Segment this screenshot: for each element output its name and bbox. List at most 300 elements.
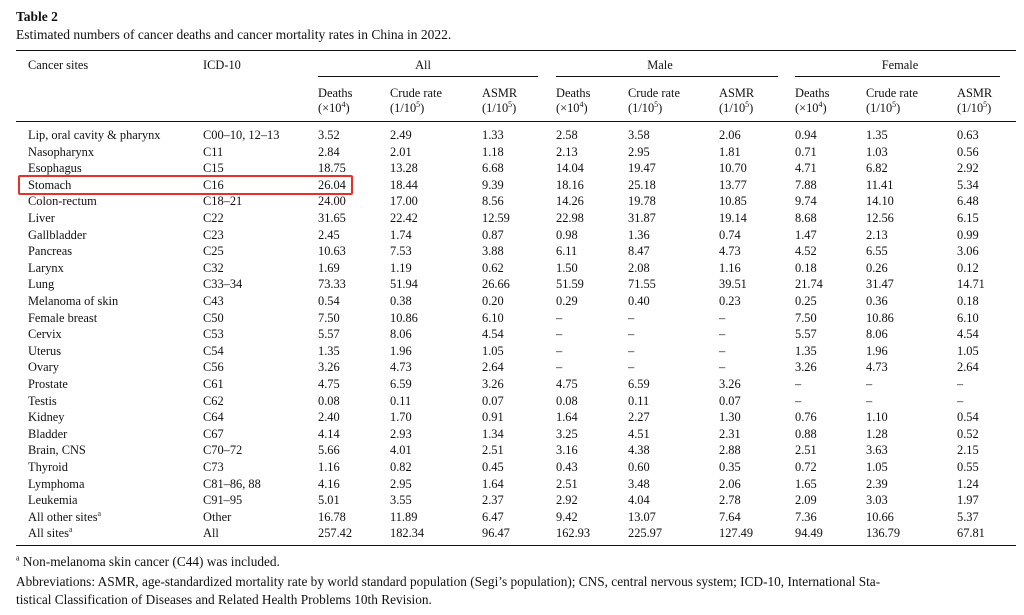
cell-cancer-site	[28, 228, 87, 243]
cell-value: 0.99	[957, 227, 979, 242]
cell-value: 6.48	[957, 194, 979, 209]
cell-icd10: Other	[203, 509, 232, 524]
cell-value: 0.29	[556, 294, 578, 308]
site-name: Lung	[28, 277, 55, 292]
cell-icd10: C16	[203, 177, 224, 192]
cell-value: 5.66	[318, 443, 340, 458]
cell-cancer-site	[28, 394, 57, 409]
site-name: Uterus	[28, 343, 62, 358]
unit-base: (1/10	[957, 101, 984, 115]
cell-cancer-site	[28, 360, 59, 375]
footnote-mark: a	[16, 553, 20, 563]
cell-value: 13.77	[719, 177, 747, 192]
cell-value: 2.93	[390, 426, 412, 441]
site-name: Prostate	[28, 377, 68, 391]
cell-value: 9.74	[795, 194, 817, 209]
unit-close: )	[658, 101, 663, 115]
cell-cancer-site	[28, 261, 64, 276]
cell-value: 225.97	[628, 526, 663, 541]
site-name: Pancreas	[28, 244, 73, 259]
cell-value: 6.10	[482, 310, 504, 325]
cell-value: 6.59	[390, 377, 412, 391]
cell-value: 127.49	[719, 526, 754, 541]
cell-value: 5.57	[795, 327, 817, 342]
cell-value: 19.47	[628, 161, 656, 176]
cell-value: 6.15	[957, 211, 979, 225]
unit-exponent: 5	[508, 99, 513, 109]
cell-value: 0.54	[957, 410, 979, 425]
cell-value: –	[556, 327, 563, 342]
cell-value: 1.05	[866, 460, 888, 474]
cell-icd10: C53	[203, 327, 224, 342]
unit-base: (×10	[795, 101, 819, 115]
subheader-female-asmr: ASMR	[957, 86, 993, 100]
cell-value: –	[795, 377, 802, 391]
cell-value: 0.98	[556, 227, 578, 242]
cell-value: 22.98	[556, 211, 584, 225]
cell-value: 22.42	[390, 211, 418, 225]
cell-value: 6.68	[482, 161, 504, 176]
subheader-unit-male-deaths	[556, 101, 588, 116]
cell-value: 31.65	[318, 211, 346, 225]
cell-value: –	[719, 343, 726, 358]
subheader-unit-female-deaths	[795, 101, 827, 116]
footnote-mark: a	[97, 508, 102, 518]
cell-value: 4.16	[318, 476, 340, 491]
unit-close: )	[822, 101, 827, 115]
cell-value: 0.35	[719, 460, 741, 474]
cell-value: 1.97	[957, 493, 979, 508]
unit-exponent: 5	[745, 99, 750, 109]
subheader-unit-female-asmr	[957, 101, 991, 116]
cell-value: 10.66	[866, 509, 894, 524]
cell-value: 4.01	[390, 443, 412, 458]
cell-value: 4.75	[556, 377, 578, 391]
cell-value: 8.68	[795, 211, 817, 225]
unit-exponent: 5	[416, 99, 421, 109]
group-underline-female	[795, 76, 1000, 77]
cell-value: 1.16	[318, 460, 340, 474]
cell-cancer-site	[28, 477, 84, 492]
cell-value: 10.86	[866, 310, 894, 325]
unit-base: (×10	[318, 101, 342, 115]
cell-value: 17.00	[390, 194, 418, 209]
cell-value: 3.26	[482, 377, 504, 391]
cell-icd10: C67	[203, 426, 224, 441]
cell-icd10: C56	[203, 360, 224, 375]
cell-value: 7.64	[719, 509, 741, 524]
unit-close: )	[583, 101, 588, 115]
cell-icd10: C33–34	[203, 277, 243, 292]
cell-value: 257.42	[318, 526, 353, 541]
cell-value: 12.59	[482, 211, 510, 225]
cell-value: 1.18	[482, 144, 504, 159]
cell-value: 2.92	[556, 493, 578, 508]
cell-value: 3.26	[795, 360, 817, 375]
cell-value: 10.85	[719, 194, 747, 209]
cell-value: 8.47	[628, 244, 650, 259]
unit-exponent: 4	[579, 99, 584, 109]
cell-icd10: C18–21	[203, 194, 243, 209]
cell-value: 4.14	[318, 426, 340, 441]
cell-value: –	[795, 393, 802, 408]
site-name: Lymphoma	[28, 476, 85, 491]
subheader-unit-all-deaths	[318, 101, 350, 116]
cell-value: 0.40	[628, 294, 650, 308]
cell-value: 51.59	[556, 277, 584, 292]
unit-close: )	[987, 101, 992, 115]
group-header-male: Male	[647, 58, 673, 72]
cell-value: –	[719, 327, 726, 342]
cell-value: 9.42	[556, 509, 578, 524]
site-name: Thyroid	[28, 460, 68, 474]
cell-value: 2.92	[957, 161, 979, 176]
cell-value: 0.72	[795, 460, 817, 474]
cell-value: –	[719, 360, 726, 375]
cell-cancer-site	[28, 377, 68, 392]
cell-value: 3.52	[318, 128, 340, 142]
cell-value: 0.08	[318, 393, 340, 408]
group-header-all: All	[415, 58, 431, 72]
cell-value: 1.74	[390, 227, 412, 242]
cell-value: 1.65	[795, 476, 817, 491]
cell-value: 1.05	[482, 343, 504, 358]
group-underline-all	[318, 76, 538, 77]
cell-value: 24.00	[318, 194, 346, 209]
cell-value: 1.30	[719, 410, 741, 425]
cell-value: 4.73	[866, 360, 888, 375]
cell-value: 1.50	[556, 260, 578, 275]
site-name: Liver	[28, 211, 55, 225]
cell-value: 1.35	[866, 128, 888, 142]
cell-value: 4.54	[957, 327, 979, 342]
cell-value: 1.35	[795, 343, 817, 358]
cell-value: 0.38	[390, 294, 412, 308]
cell-value: 4.51	[628, 426, 650, 441]
cell-value: 4.73	[390, 360, 412, 375]
cell-value: –	[866, 377, 873, 391]
cell-value: 26.66	[482, 277, 510, 292]
cell-icd10: All	[203, 526, 219, 541]
cell-value: 12.56	[866, 211, 894, 225]
group-header-female: Female	[881, 58, 919, 72]
site-name: All other sites	[28, 509, 98, 524]
unit-exponent: 5	[654, 99, 659, 109]
cell-value: 182.34	[390, 526, 425, 541]
unit-exponent: 4	[341, 99, 346, 109]
cell-value: 71.55	[628, 277, 656, 292]
cell-value: 0.36	[866, 294, 888, 308]
cell-value: 2.13	[556, 144, 578, 159]
cell-value: 6.47	[482, 509, 504, 524]
header-bottom-rule	[16, 121, 1016, 122]
cell-value: 7.50	[318, 310, 340, 325]
cell-icd10: C15	[203, 161, 224, 176]
cell-value: 19.78	[628, 194, 656, 209]
cell-icd10: C73	[203, 460, 224, 474]
cell-cancer-site	[28, 510, 101, 525]
cell-value: 18.16	[556, 177, 584, 192]
cell-value: 2.51	[795, 443, 817, 458]
cell-cancer-site	[28, 128, 160, 143]
cell-value: 10.86	[390, 310, 418, 325]
site-name: Nasopharynx	[28, 144, 95, 159]
cell-value: 0.62	[482, 260, 504, 275]
cell-value: 1.64	[556, 410, 578, 425]
cell-value: 18.75	[318, 161, 346, 176]
cell-cancer-site	[28, 194, 97, 209]
cell-value: 1.64	[482, 476, 504, 491]
cell-icd10: C43	[203, 294, 224, 308]
cell-value: 1.96	[390, 343, 412, 358]
cell-cancer-site	[28, 526, 73, 541]
cell-value: 3.55	[390, 493, 412, 508]
cell-value: 4.52	[795, 244, 817, 259]
cell-icd10: C70–72	[203, 443, 243, 458]
cell-value: 2.40	[318, 410, 340, 425]
site-name: Kidney	[28, 410, 65, 425]
cell-value: 3.03	[866, 493, 888, 508]
cell-cancer-site	[28, 311, 97, 326]
cell-value: 1.03	[866, 144, 888, 159]
subheader-male-crude-rate: Crude rate	[628, 86, 680, 100]
cell-value: 2.45	[318, 227, 340, 242]
cell-value: 2.27	[628, 410, 650, 425]
abbreviations-line-1: Abbreviations: ASMR, age-standardized mortality rate by world standard population (Segi’s population); CNS, central nervous system; ICD-10, International Sta-	[16, 574, 881, 589]
cell-value: 2.39	[866, 476, 888, 491]
cell-value: 2.13	[866, 227, 888, 242]
cell-value: 31.47	[866, 277, 894, 292]
cell-value: 8.56	[482, 194, 504, 209]
cell-value: 2.78	[719, 493, 741, 508]
cell-value: 0.71	[795, 144, 817, 159]
cell-value: 6.10	[957, 310, 979, 325]
cell-value: 0.18	[795, 260, 817, 275]
cell-value: 1.96	[866, 343, 888, 358]
cell-cancer-site	[28, 443, 86, 458]
cell-value: 13.07	[628, 509, 656, 524]
cell-value: 8.06	[390, 327, 412, 342]
cell-value: 2.49	[390, 128, 412, 142]
site-name: Stomach	[28, 177, 72, 192]
cell-cancer-site	[28, 493, 78, 508]
cell-value: 136.79	[866, 526, 901, 541]
site-name: Ovary	[28, 360, 59, 375]
cell-value: –	[628, 343, 635, 358]
cell-value: 1.33	[482, 128, 504, 142]
cell-value: 1.69	[318, 260, 340, 275]
cell-icd10: C54	[203, 343, 224, 358]
cell-value: 2.64	[482, 360, 504, 375]
cell-value: 2.06	[719, 128, 741, 142]
cell-value: 7.53	[390, 244, 412, 259]
site-name: Brain, CNS	[28, 443, 86, 458]
cell-value: 2.51	[556, 476, 578, 491]
cell-icd10: C81–86, 88	[203, 476, 261, 491]
cell-value: 26.04	[318, 177, 346, 192]
site-name: Female breast	[28, 310, 98, 325]
cell-value: 16.78	[318, 509, 346, 524]
cell-value: 0.63	[957, 128, 979, 142]
cell-value: 3.63	[866, 443, 888, 458]
cell-value: 1.16	[719, 260, 741, 275]
subheader-unit-all-crude-rate	[390, 101, 424, 116]
cell-value: 5.34	[957, 177, 979, 192]
site-name: Cervix	[28, 327, 62, 342]
site-name: Testis	[28, 393, 57, 408]
header-icd10: ICD-10	[203, 58, 241, 72]
site-name: Larynx	[28, 260, 64, 275]
cell-value: 14.10	[866, 194, 894, 209]
subheader-all-deaths: Deaths	[318, 86, 353, 100]
cell-value: 0.76	[795, 410, 817, 425]
cell-value: –	[556, 310, 563, 325]
cell-value: 2.06	[719, 476, 741, 491]
group-underline-male	[556, 76, 778, 77]
unit-close: )	[896, 101, 901, 115]
cell-value: 0.43	[556, 460, 578, 474]
footnote-non-melanoma	[16, 553, 280, 571]
cell-value: 10.70	[719, 161, 747, 176]
cell-value: 1.24	[957, 476, 979, 491]
cell-cancer-site	[28, 145, 94, 160]
subheader-male-deaths: Deaths	[556, 86, 591, 100]
cell-cancer-site	[28, 427, 67, 442]
cell-value: 8.06	[866, 327, 888, 342]
cell-value: 0.20	[482, 294, 504, 308]
cell-value: 0.91	[482, 410, 504, 425]
cell-value: 0.82	[390, 460, 412, 474]
cell-value: 4.04	[628, 493, 650, 508]
cell-value: 14.26	[556, 194, 584, 209]
cell-value: 0.45	[482, 460, 504, 474]
cell-value: 0.08	[556, 393, 578, 408]
cell-value: 4.71	[795, 161, 817, 176]
cell-value: 10.63	[318, 244, 346, 259]
cell-value: 21.74	[795, 277, 823, 292]
table-caption: Estimated numbers of cancer deaths and cancer mortality rates in China in 2022.	[16, 27, 452, 42]
cell-value: 11.41	[866, 177, 894, 192]
cell-value: –	[628, 327, 635, 342]
cell-value: 2.88	[719, 443, 741, 458]
cell-value: 7.88	[795, 177, 817, 192]
cell-value: 1.47	[795, 227, 817, 242]
site-name: Lip, oral cavity & pharynx	[28, 128, 161, 142]
cell-value: 3.26	[719, 377, 741, 391]
cell-value: 0.23	[719, 294, 741, 308]
cell-value: 0.11	[390, 393, 412, 408]
cell-value: 2.31	[719, 426, 741, 441]
cell-value: 6.59	[628, 377, 650, 391]
cell-value: 11.89	[390, 509, 418, 524]
cell-value: 7.50	[795, 310, 817, 325]
abbreviations-line-2: tistical Classification of Diseases and Related Health Problems 10th Revision.	[16, 592, 432, 607]
header-cancer-sites: Cancer sites	[28, 58, 89, 72]
subheader-unit-male-crude-rate	[628, 101, 662, 116]
cell-value: 0.11	[628, 393, 650, 408]
cell-value: 0.07	[482, 393, 504, 408]
unit-close: )	[749, 101, 754, 115]
unit-close: )	[512, 101, 517, 115]
cell-value: 9.39	[482, 177, 504, 192]
site-name: All sites	[28, 526, 69, 541]
unit-close: )	[345, 101, 350, 115]
cell-value: 19.14	[719, 211, 747, 225]
cell-value: –	[957, 377, 964, 391]
cell-value: 0.74	[719, 227, 741, 242]
unit-base: (1/10	[866, 101, 893, 115]
cell-value: 2.37	[482, 493, 504, 508]
cell-value: –	[957, 393, 964, 408]
cell-value: 0.87	[482, 227, 504, 242]
cell-value: 73.33	[318, 277, 346, 292]
unit-base: (×10	[556, 101, 580, 115]
cell-icd10: C11	[203, 144, 224, 159]
cell-value: 4.54	[482, 327, 504, 342]
subheader-all-asmr: ASMR	[482, 86, 518, 100]
cell-cancer-site	[28, 211, 55, 226]
cell-value: 1.34	[482, 426, 504, 441]
cell-value: 0.07	[719, 393, 741, 408]
site-name: Bladder	[28, 426, 68, 441]
unit-exponent: 4	[818, 99, 823, 109]
cell-value: 51.94	[390, 277, 418, 292]
cell-value: 1.28	[866, 426, 888, 441]
cell-value: 18.44	[390, 177, 418, 192]
cell-value: 1.19	[390, 260, 412, 275]
cell-value: 3.88	[482, 244, 504, 259]
subheader-unit-female-crude-rate	[866, 101, 900, 116]
cell-icd10: C32	[203, 260, 224, 275]
unit-base: (1/10	[390, 101, 417, 115]
cell-value: 1.05	[957, 343, 979, 358]
cell-value: 3.06	[957, 244, 979, 259]
unit-exponent: 5	[983, 99, 988, 109]
table-title: Table 2	[16, 9, 58, 24]
cell-value: 0.55	[957, 460, 979, 474]
highlight-box	[18, 175, 353, 195]
cell-value: 0.88	[795, 426, 817, 441]
cell-value: 94.49	[795, 526, 823, 541]
cell-cancer-site	[28, 277, 54, 292]
cell-cancer-site	[28, 294, 118, 309]
cell-cancer-site	[28, 327, 62, 342]
cell-value: 4.75	[318, 377, 340, 391]
subheader-female-crude-rate: Crude rate	[866, 86, 918, 100]
cell-value: 7.36	[795, 509, 817, 524]
cell-value: –	[628, 310, 635, 325]
cell-value: 2.95	[628, 144, 650, 159]
site-name: Esophagus	[28, 161, 82, 176]
cell-value: 2.95	[390, 476, 412, 491]
cell-value: 0.12	[957, 260, 979, 275]
cell-value: 0.60	[628, 460, 650, 474]
cell-value: 4.38	[628, 443, 650, 458]
subheader-female-deaths: Deaths	[795, 86, 830, 100]
cell-value: 6.55	[866, 244, 888, 259]
cell-value: 0.25	[795, 294, 817, 308]
cell-value: 2.15	[957, 443, 979, 458]
cell-value: 2.01	[390, 144, 412, 159]
unit-exponent: 5	[892, 99, 897, 109]
cell-value: 0.52	[957, 426, 979, 441]
cell-value: 31.87	[628, 211, 656, 225]
cell-value: 13.28	[390, 161, 418, 176]
footnote-text: Non-melanoma skin cancer (C44) was included.	[19, 554, 280, 569]
cell-value: 0.54	[318, 294, 340, 308]
unit-base: (1/10	[482, 101, 509, 115]
cell-value: 0.26	[866, 260, 888, 275]
